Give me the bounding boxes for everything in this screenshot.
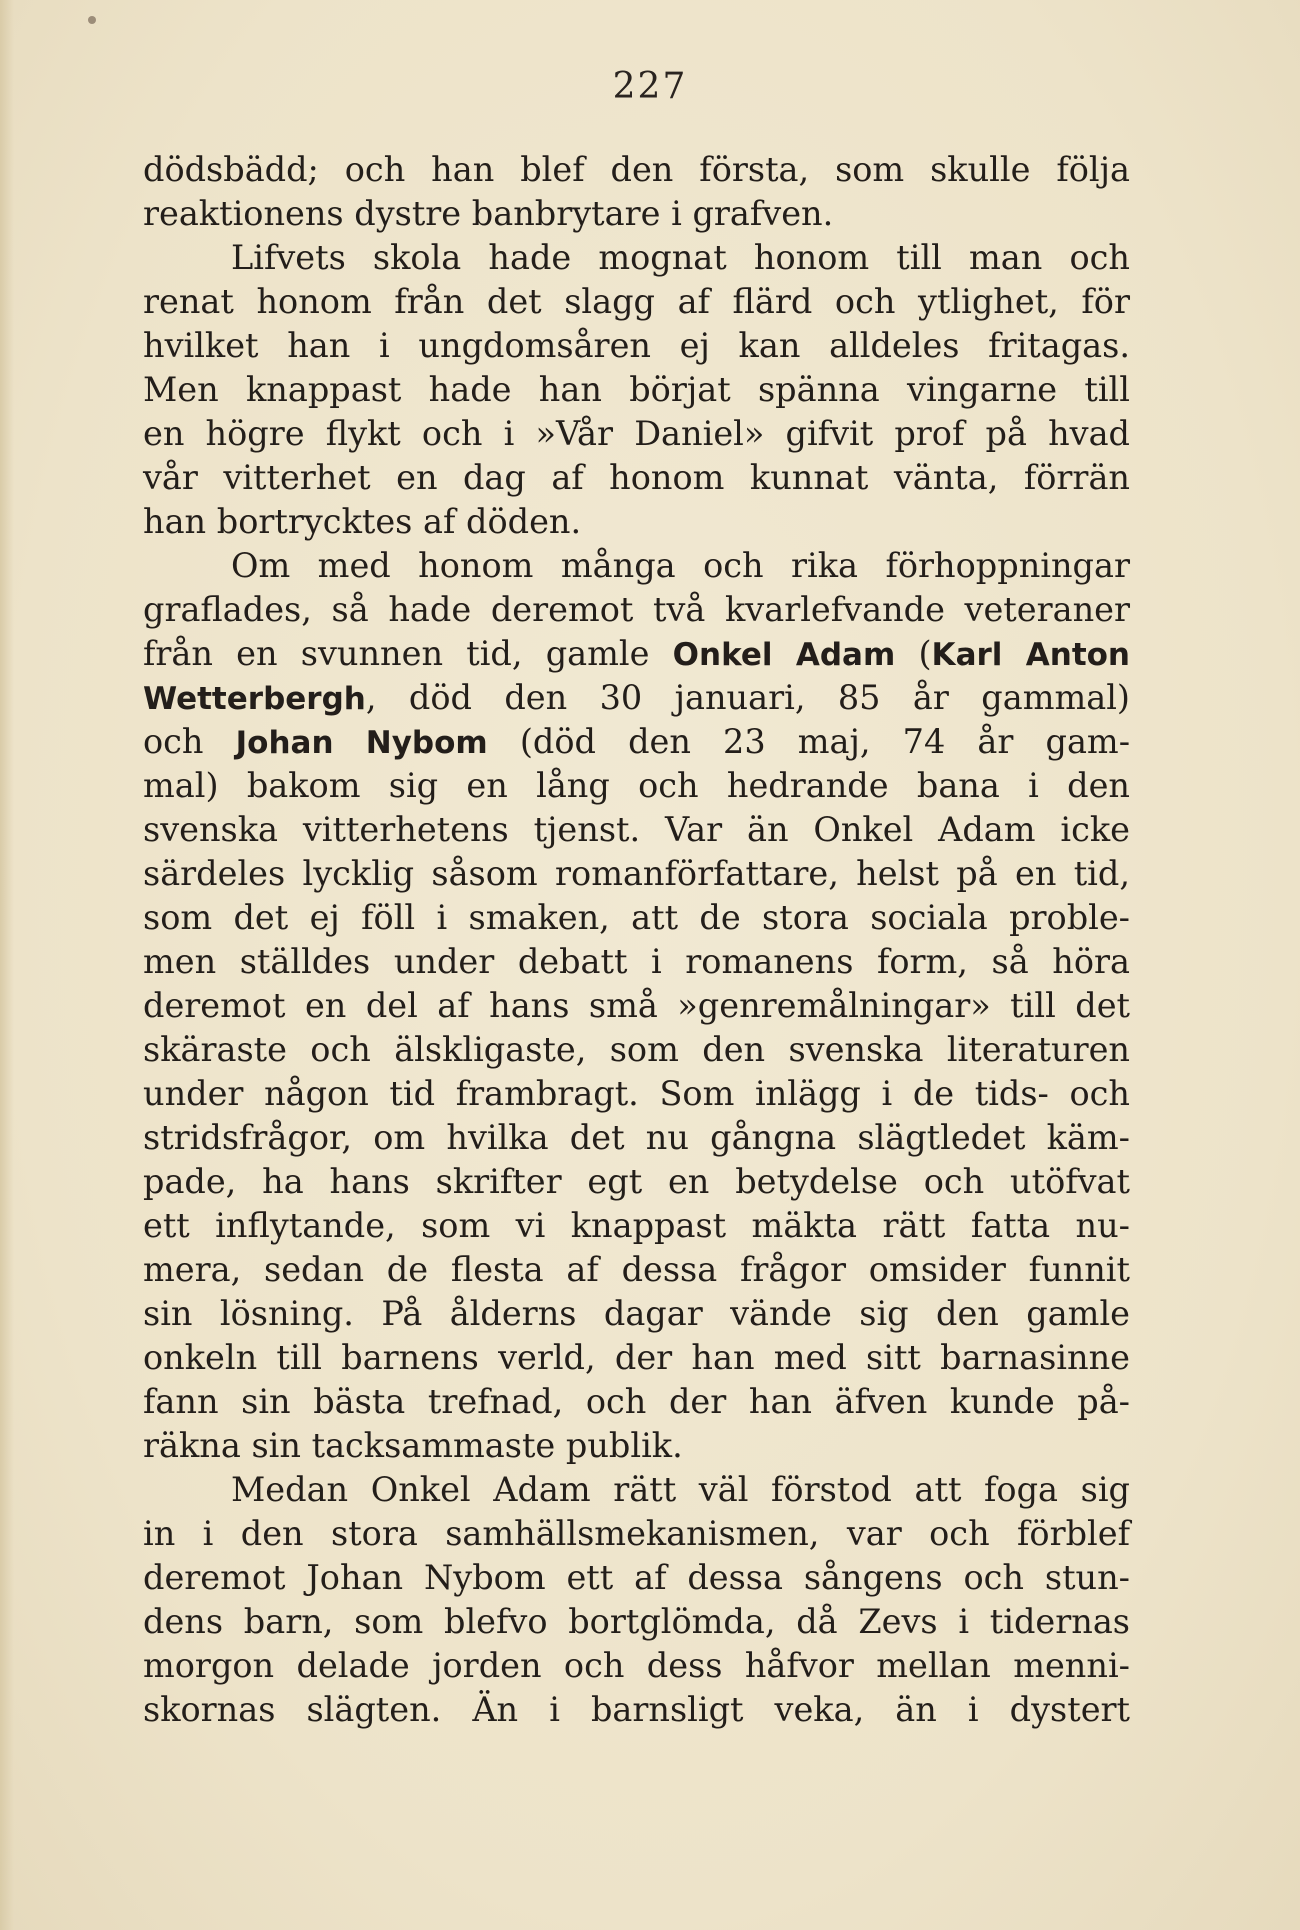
text-line xyxy=(143,940,1130,984)
text-line xyxy=(143,852,1130,896)
text-line xyxy=(143,1644,1130,1688)
text-run: och xyxy=(143,722,236,761)
text-run: Om med honom många och rika förhoppningar xyxy=(231,546,1130,585)
text-line xyxy=(143,412,1130,456)
ink-speck xyxy=(88,16,96,24)
page-edge-shadow xyxy=(0,0,14,1930)
text-line xyxy=(143,1424,1130,1468)
text-run: men ställdes under debatt i romanens form, så höra xyxy=(143,942,1130,981)
text-line xyxy=(143,500,1130,544)
text-line xyxy=(143,984,1130,1028)
text-run: stridsfrågor, om hvilka det nu gångna slägtledet käm- xyxy=(143,1118,1130,1157)
text-line xyxy=(143,1116,1130,1160)
text-run: in i den stora samhällsmekanismen, var och förblef xyxy=(143,1514,1130,1553)
text-run: dens barn, som blefvo bortglömda, då Zevs i tidernas xyxy=(143,1602,1130,1641)
text-run: under någon tid frambragt. Som inlägg i de tids- och xyxy=(143,1074,1130,1113)
text-line xyxy=(143,236,1130,280)
text-line xyxy=(143,1072,1130,1116)
text-line xyxy=(143,632,1130,676)
body-text xyxy=(143,148,1130,1732)
text-line xyxy=(143,1336,1130,1380)
text-run: vår vitterhet en dag af honom kunnat vänta, förrän xyxy=(143,458,1130,497)
text-run: , död den 30 januari, 85 år gammal) xyxy=(365,678,1130,717)
text-line xyxy=(143,1028,1130,1072)
text-line xyxy=(143,1380,1130,1424)
text-line xyxy=(143,896,1130,940)
text-line xyxy=(143,1160,1130,1204)
text-line xyxy=(143,148,1130,192)
person-name: Wetterbergh xyxy=(143,681,366,717)
text-run: mal) bakom sig en lång och hedrande bana i den xyxy=(143,766,1130,805)
text-line xyxy=(143,720,1130,764)
text-run: morgon delade jorden och dess håfvor mellan menni- xyxy=(143,1646,1130,1685)
text-run: dödsbädd; och han blef den första, som skulle följa xyxy=(143,150,1130,189)
text-run: (död den 23 maj, 74 år gam- xyxy=(487,722,1131,761)
text-line xyxy=(143,1556,1130,1600)
text-line xyxy=(143,280,1130,324)
text-run: räkna sin tacksammaste publik. xyxy=(143,1426,683,1465)
text-run: graflades, så hade deremot två kvarlefvande veteraner xyxy=(143,590,1130,629)
text-line xyxy=(143,1600,1130,1644)
text-run: renat honom från det slagg af flärd och ytlighet, för xyxy=(143,282,1130,321)
text-run: ( xyxy=(895,634,932,673)
text-run: skäraste och älskligaste, som den svenska literaturen xyxy=(143,1030,1130,1069)
text-line xyxy=(143,368,1130,412)
text-line xyxy=(143,676,1130,720)
text-run: skornas slägten. Än i barnsligt veka, än i dystert xyxy=(143,1690,1130,1729)
person-name: Karl Anton xyxy=(931,637,1130,673)
text-line xyxy=(143,588,1130,632)
text-line xyxy=(143,1204,1130,1248)
text-line xyxy=(143,1292,1130,1336)
page-number: 227 xyxy=(612,66,688,107)
text-run: Medan Onkel Adam rätt väl förstod att foga sig xyxy=(231,1470,1130,1509)
text-run: särdeles lycklig såsom romanförfattare, helst på en tid, xyxy=(143,854,1130,893)
text-run: deremot en del af hans små »genremålningar» till det xyxy=(143,986,1130,1025)
text-run: Men knappast hade han börjat spänna vingarne till xyxy=(143,370,1130,409)
text-run: från en svunnen tid, gamle xyxy=(143,634,673,673)
text-run: ett inflytande, som vi knappast mäkta rätt fatta nu- xyxy=(143,1206,1130,1245)
text-run: svenska vitterhetens tjenst. Var än Onkel Adam icke xyxy=(143,810,1130,849)
text-run: han bortrycktes af döden. xyxy=(143,502,582,541)
text-run: fann sin bästa trefnad, och der han äfven kunde på- xyxy=(143,1382,1130,1421)
text-line xyxy=(143,324,1130,368)
text-line xyxy=(143,544,1130,588)
text-run: som det ej föll i smaken, att de stora sociala proble- xyxy=(143,898,1130,937)
text-run: hvilket han i ungdomsåren ej kan alldeles fritagas. xyxy=(143,326,1130,365)
text-run: pade, ha hans skrifter egt en betydelse och utöfvat xyxy=(143,1162,1130,1201)
text-line xyxy=(143,808,1130,852)
text-run: sin lösning. På ålderns dagar vände sig den gamle xyxy=(143,1294,1130,1333)
text-line xyxy=(143,1688,1130,1732)
text-line xyxy=(143,192,1130,236)
text-run: Lifvets skola hade mognat honom till man och xyxy=(231,238,1130,277)
text-run: onkeln till barnens verld, der han med sitt barnasinne xyxy=(143,1338,1130,1377)
text-run: en högre flykt och i »Vår Daniel» gifvit prof på hvad xyxy=(143,414,1130,453)
text-run: mera, sedan de flesta af dessa frågor omsider funnit xyxy=(143,1250,1130,1289)
text-line xyxy=(143,1512,1130,1556)
text-line xyxy=(143,1248,1130,1292)
text-run: reaktionens dystre banbrytare i grafven. xyxy=(143,194,834,233)
text-line xyxy=(143,764,1130,808)
text-run: deremot Johan Nybom ett af dessa sångens och stun- xyxy=(143,1558,1130,1597)
person-name: Johan Nybom xyxy=(235,725,488,761)
text-line xyxy=(143,456,1130,500)
person-name: Onkel Adam xyxy=(672,637,896,673)
text-line xyxy=(143,1468,1130,1512)
